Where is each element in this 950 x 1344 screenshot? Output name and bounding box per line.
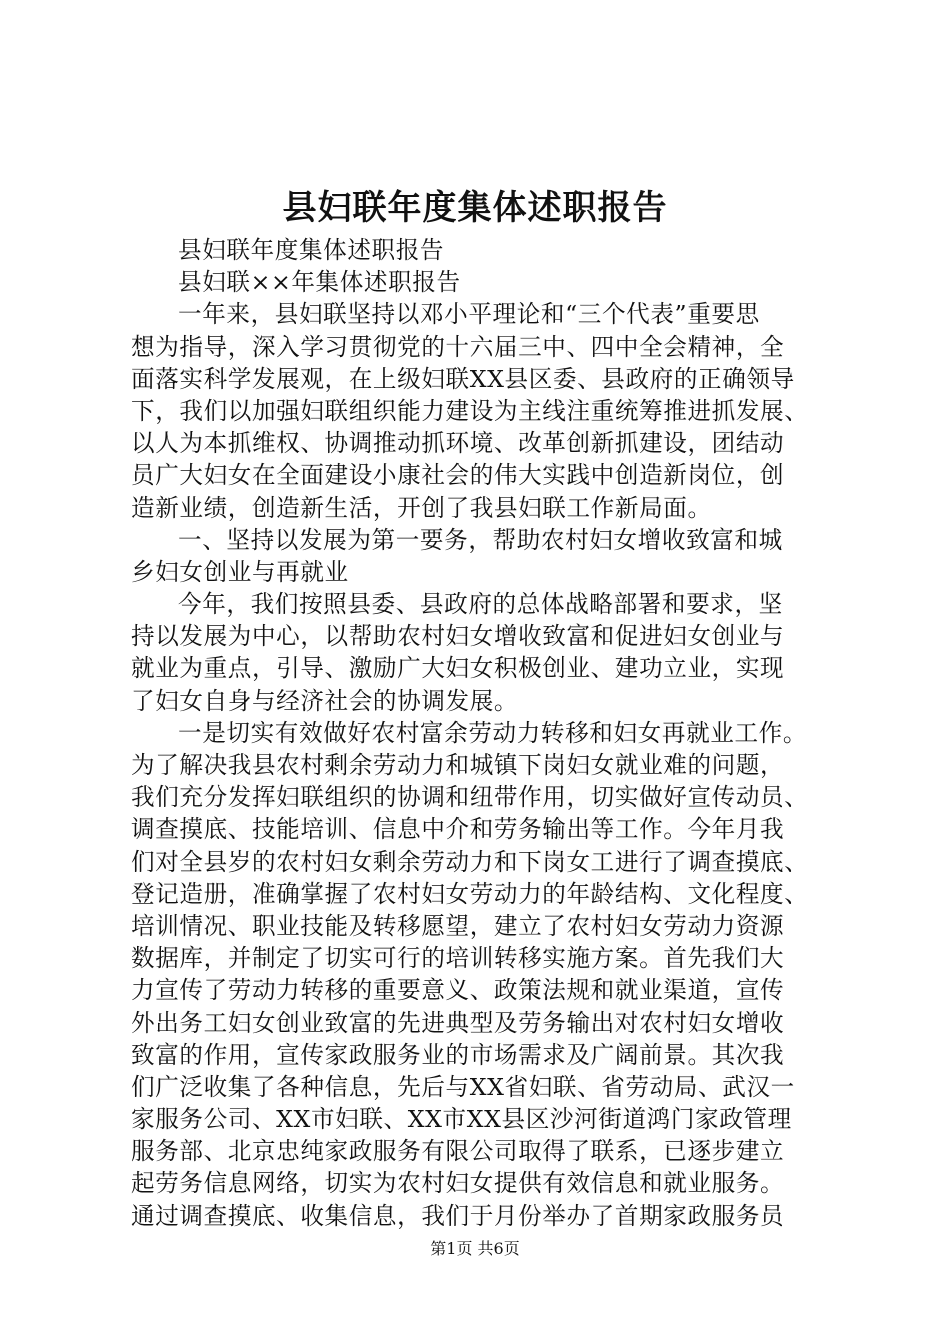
- body-line: 一是切实有效做好农村富余劳动力转移和妇女再就业工作。: [178, 718, 808, 747]
- body-line: 就业为重点，引导、激励广大妇女积极创业、建功立业，实现: [131, 654, 785, 683]
- body-line: 一、坚持以发展为第一要务，帮助农村妇女增收致富和城: [178, 525, 783, 554]
- body-line: 数据库，并制定了切实可行的培训转移实施方案。首先我们大: [131, 944, 785, 973]
- body-line: 了妇女自身与经济社会的协调发展。: [131, 686, 519, 715]
- body-line: 员广大妇女在全面建设小康社会的伟大实践中创造新岗位，创: [131, 461, 785, 490]
- body-line: 调查摸底、技能培训、信息中介和劳务输出等工作。今年月我: [131, 815, 785, 844]
- body-line: 服务部、北京忠纯家政服务有限公司取得了联系，已逐步建立: [131, 1137, 785, 1166]
- body-line: 县妇联××年集体述职报告: [178, 268, 461, 297]
- body-line: 持以发展为中心，以帮助农村妇女增收致富和促进妇女创业与: [131, 622, 785, 651]
- body-line: 致富的作用，宣传家政服务业的市场需求及广阔前景。其次我: [131, 1040, 785, 1069]
- body-line: 今年，我们按照县委、县政府的总体战略部署和要求，坚: [178, 590, 783, 619]
- body-line: 们对全县岁的农村妇女剩余劳动力和下岗女工进行了调查摸底、: [131, 847, 809, 876]
- body-line: 以人为本抓维权、协调推动抓环境、改革创新抓建设，团结动: [131, 429, 785, 458]
- body-line: 想为指导，深入学习贯彻党的十六届三中、四中全会精神，全: [131, 332, 785, 361]
- body-line: 面落实科学发展观，在上级妇联XX县区委、县政府的正确领导: [131, 364, 795, 393]
- body-line: 通过调查摸底、收集信息，我们于月份举办了首期家政服务员: [131, 1201, 785, 1230]
- body-line: 们广泛收集了各种信息，先后与XX省妇联、省劳动局、武汉一: [131, 1072, 795, 1101]
- body-line: 家服务公司、XX市妇联、XX市XX县区沙河街道鸿门家政管理: [131, 1105, 792, 1134]
- body-line: 起劳务信息网络，切实为农村妇女提供有效信息和就业服务。: [131, 1169, 785, 1198]
- body-line: 一年来，县妇联坚持以邓小平理论和“三个代表”重要思: [178, 300, 760, 329]
- page-footer: 第1页 共6页: [430, 1239, 520, 1258]
- body-line: 培训情况、职业技能及转移愿望，建立了农村妇女劳动力资源: [131, 911, 785, 940]
- document-body: [131, 234, 831, 1232]
- body-line: 下，我们以加强妇联组织能力建设为主线注重统筹推进抓发展、: [131, 396, 809, 425]
- document-title: 县妇联年度集体述职报告: [282, 188, 668, 228]
- body-line: 乡妇女创业与再就业: [131, 557, 349, 586]
- body-line: 县妇联年度集体述职报告: [178, 236, 445, 264]
- body-line: 造新业绩，创造新生活，开创了我县妇联工作新局面。: [131, 493, 712, 522]
- body-line: 登记造册，准确掌握了农村妇女劳动力的年龄结构、文化程度、: [131, 879, 809, 908]
- body-line: 为了解决我县农村剩余劳动力和城镇下岗妇女就业难的问题，: [131, 751, 785, 779]
- body-line: 我们充分发挥妇联组织的协调和纽带作用，切实做好宣传动员、: [131, 783, 809, 812]
- body-line: 外出务工妇女创业致富的先进典型及劳务输出对农村妇女增收: [131, 1008, 785, 1037]
- body-line: 力宣传了劳动力转移的重要意义、政策法规和就业渠道，宣传: [131, 976, 785, 1005]
